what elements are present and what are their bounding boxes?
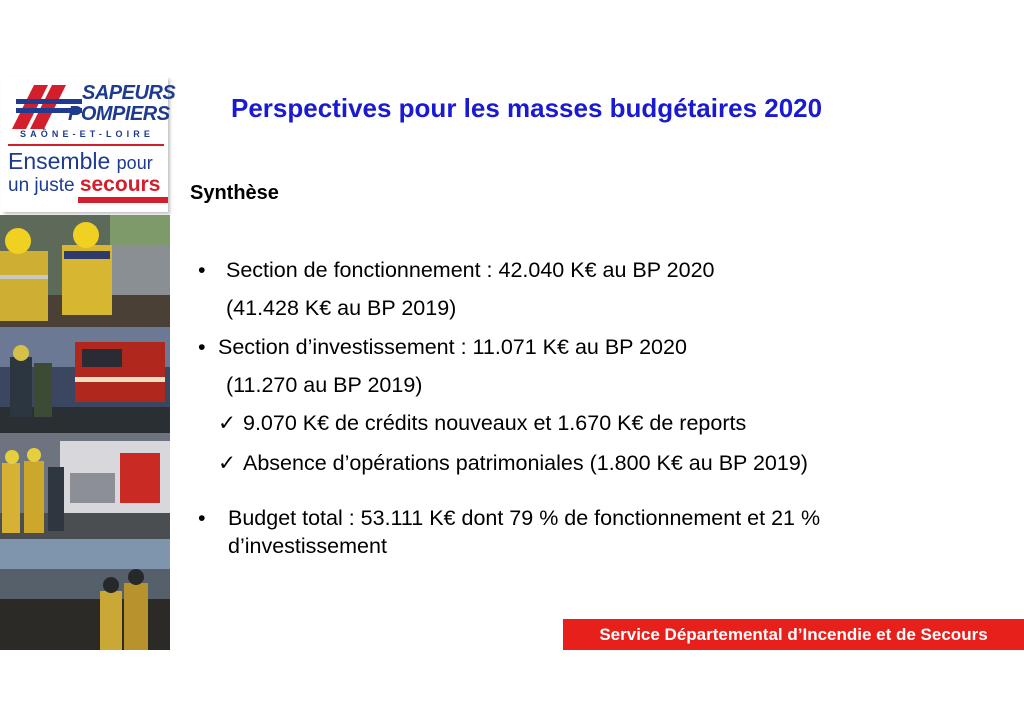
logo-department: SAÔNE-ET-LOIRE [20, 129, 154, 139]
slogan-word: pour [116, 153, 153, 173]
slogan-word: secours [79, 173, 161, 196]
photo-firefighters-rescue [0, 215, 170, 327]
bullet-fonctionnement: Section de fonctionnement : 42.040 K€ au BP 2020 [226, 258, 715, 282]
section-subtitle: Synthèse [190, 182, 279, 204]
bullet-icon: • [198, 506, 206, 530]
logo-divider [8, 144, 164, 146]
photo-ambulance-team [0, 433, 170, 539]
bullet-icon: • [198, 258, 206, 282]
bullet-fonctionnement-continued: (41.428 K€ au BP 2019) [226, 296, 457, 320]
sidebar-photos [0, 75, 176, 650]
photo-forest-fire [0, 539, 170, 650]
logo-slogan-line1 [8, 149, 153, 175]
check-credits-nouveaux: 9.070 K€ de crédits nouveaux et 1.670 K€ de reports [243, 411, 747, 435]
logo-red-bar [78, 197, 168, 203]
bullet-investissement-continued: (11.270 au BP 2019) [226, 373, 423, 397]
check-operations-patrimoniales: Absence d’opérations patrimoniales (1.800 K€ au BP 2019) [243, 451, 808, 475]
logo-slogan-line2 [8, 174, 160, 197]
slogan-word: Ensemble [8, 148, 111, 174]
logo-name-line2: POMPIERS [68, 103, 170, 125]
bullet-icon: • [198, 335, 206, 359]
checkmark-icon: ✓ [218, 411, 237, 435]
bullet-budget-total-continued: d’investissement [228, 534, 387, 558]
footer-banner: Service Départemental d’Incendie et de Secours [563, 619, 1024, 650]
photo-fire-truck [0, 327, 170, 433]
slide-title: Perspectives pour les masses budgétaires 2020 [231, 93, 823, 123]
logo-name-line1: SAPEURS [82, 82, 176, 104]
slogan-word: un juste [8, 175, 75, 196]
bullet-investissement: Section d’investissement : 11.071 K€ au BP 2020 [218, 335, 687, 359]
sdis-logo [2, 77, 176, 212]
bullet-budget-total: Budget total : 53.111 K€ dont 79 % de fonctionnement et 21 % [228, 506, 821, 530]
checkmark-icon: ✓ [218, 451, 237, 475]
